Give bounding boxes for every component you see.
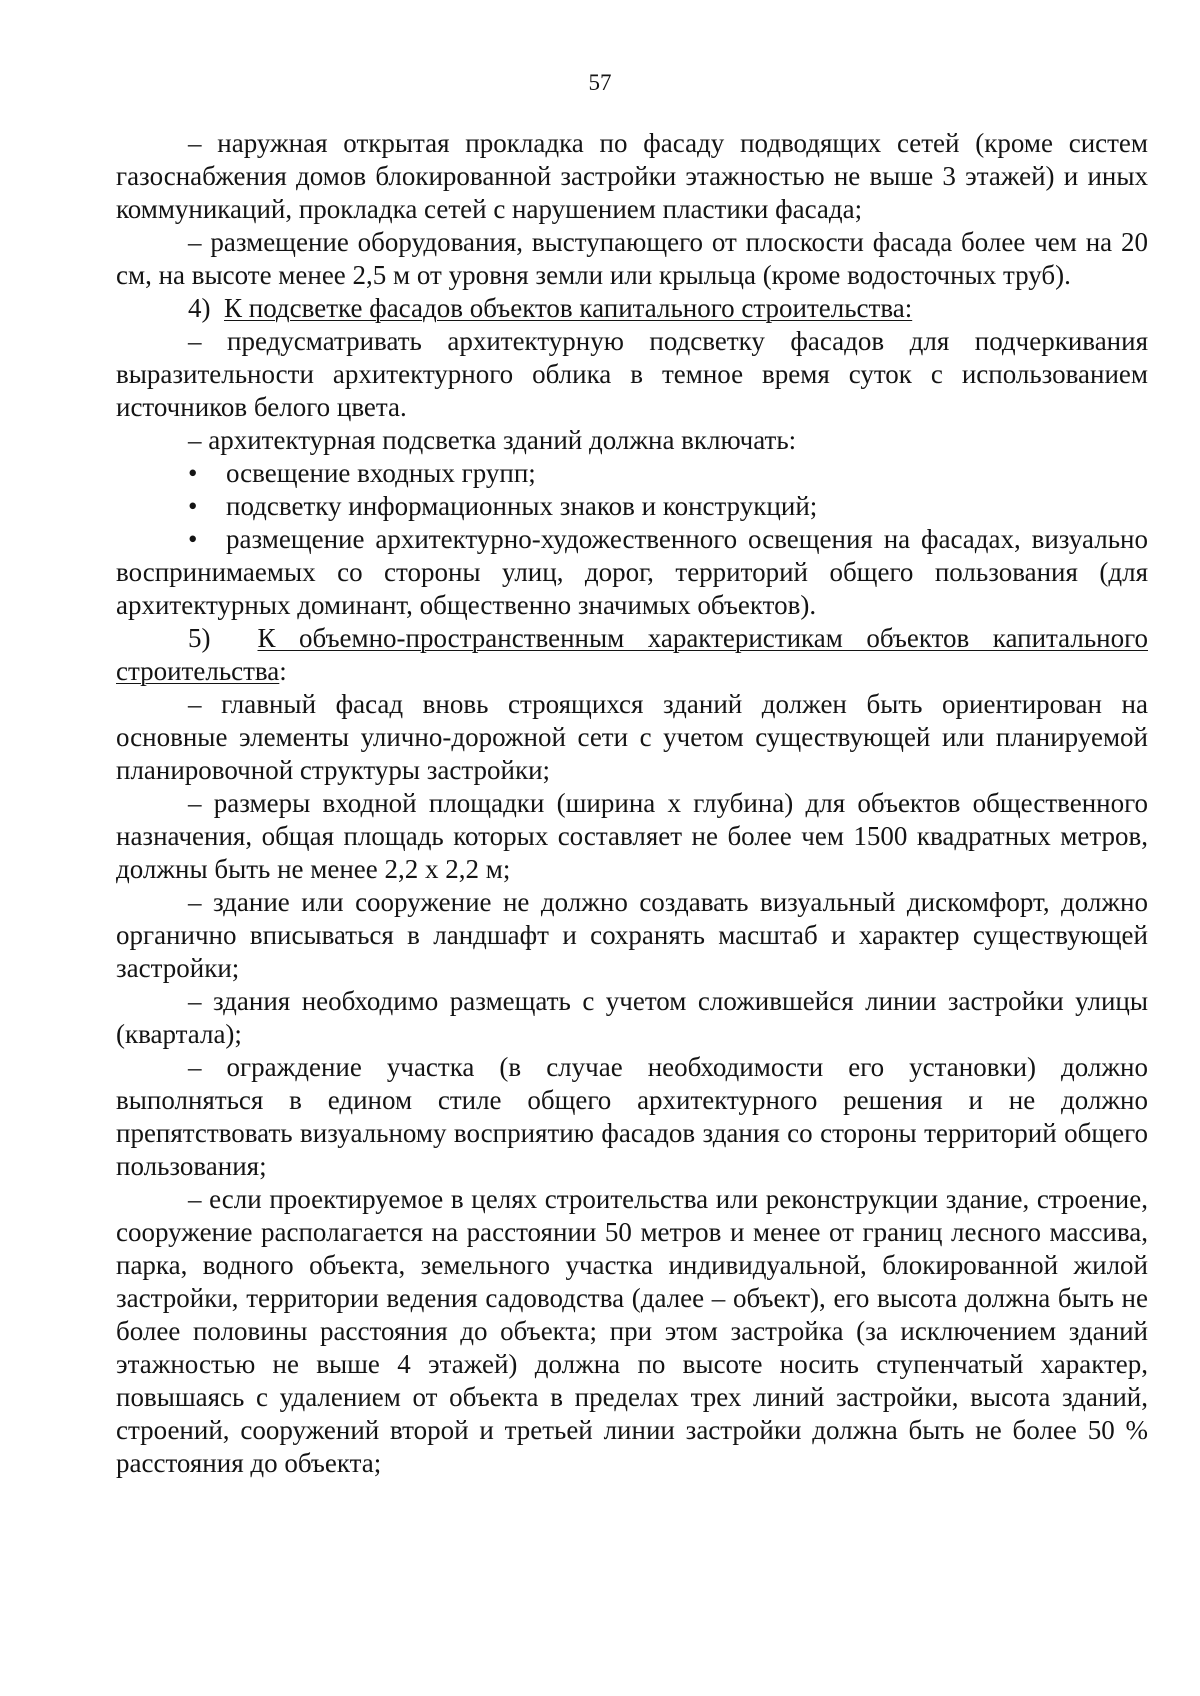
bullet-item <box>116 490 1148 523</box>
section-heading-text: К подсветке фасадов объектов капитального строительства: <box>224 293 913 323</box>
paragraph: – размещение оборудования, выступающего от плоскости фасада более чем на 20 см, на высоте менее 2,5 м от уровня земли или крыльца (кроме водосточных труб). <box>116 227 1148 290</box>
section-number: 4) <box>188 293 211 323</box>
paragraph: – если проектируемое в целях строительства или реконструкции здание, строение, сооружение располагается на расстоянии 50 метров и менее от границ лесного массива, парка, водного объекта, земельного участка индивидуальной, блокированной жилой застройки, территории ведения садоводства (далее – объект), его высота должна быть не более половины расстояния до объекта; при этом застройка (за исключением зданий этажностью не выше 4 этажей) должна по высоте носить ступенчатый характер, повышаясь с удалением от объекта в пределах трех линий застройки, высота зданий, строений, сооружений второй и третьей линии застройки должна быть не более 50 % расстояния до объекта; <box>116 1184 1148 1478</box>
paragraph: – здание или сооружение не должно создавать визуальный дискомфорт, должно органично вписываться в ландшафт и сохранять масштаб и характер существующей застройки; <box>116 887 1148 983</box>
section-heading-text: К объемно-пространственным характеристикам объектов капитального строительства <box>116 623 1148 686</box>
paragraph: – наружная открытая прокладка по фасаду подводящих сетей (кроме систем газоснабжения домов блокированной застройки этажностью не выше 3 этажей) и иных коммуникаций, прокладка сетей с нарушением пластики фасада; <box>116 128 1148 224</box>
paragraph: – ограждение участка (в случае необходимости его установки) должно выполняться в едином стиле общего архитектурного решения и не должно препятствовать визуальному восприятию фасадов здания со стороны территорий общего пользования; <box>116 1052 1148 1181</box>
paragraph: – здания необходимо размещать с учетом сложившейся линии застройки улицы (квартала); <box>116 986 1148 1049</box>
page-number: 57 <box>588 70 612 95</box>
section-heading <box>116 622 1148 688</box>
paragraph: – главный фасад вновь строящихся зданий должен быть ориентирован на основные элементы улично-дорожной сети с учетом существующей или планируемой планировочной структуры застройки; <box>116 689 1148 785</box>
paragraph: – размеры входной площадки (ширина х глубина) для объектов общественного назначения, общая площадь которых составляет не более чем 1500 квадратных метров, должны быть не менее 2,2 х 2,2 м; <box>116 788 1148 884</box>
section-heading-tail: : <box>279 656 287 686</box>
bullet-dot-icon: • <box>188 524 198 554</box>
bullet-text: размещение архитектурно-художественного освещения на фасадах, визуально воспринимаемых со стороны улиц, дорог, территорий общего пользования (для архитектурных доминант, общественно значимых объектов). <box>116 524 1148 620</box>
bullet-dot-icon: • <box>188 458 198 488</box>
section-heading <box>116 292 1148 325</box>
bullet-text: освещение входных групп; <box>226 458 536 488</box>
bullet-text: подсветку информационных знаков и конструкций; <box>226 491 818 521</box>
document-body <box>116 127 1148 1480</box>
bullet-item <box>116 523 1148 622</box>
section-number: 5) <box>188 623 211 653</box>
paragraph: – предусматривать архитектурную подсветку фасадов для подчеркивания выразительности архитектурного облика в темное время суток с использованием источников белого цвета. <box>116 326 1148 422</box>
bullet-item <box>116 457 1148 490</box>
bullet-dot-icon: • <box>188 491 198 521</box>
paragraph: – архитектурная подсветка зданий должна включать: <box>188 425 797 455</box>
